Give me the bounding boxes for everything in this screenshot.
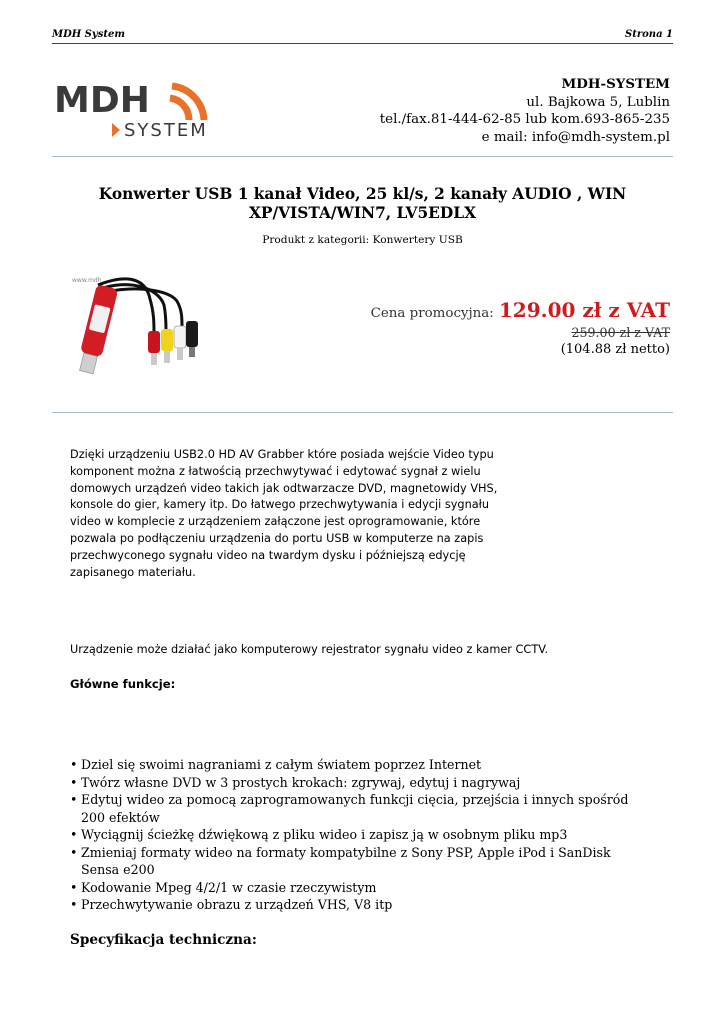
usb-connector (80, 353, 98, 374)
product-divider (52, 412, 673, 413)
rca-yellow-plug (161, 329, 173, 351)
company-name: MDH-SYSTEM (561, 76, 670, 92)
price-label: Cena promocyjna: (370, 306, 494, 321)
promo-price: 129.00 zł z VAT (498, 298, 670, 322)
rca-red-tip (151, 353, 157, 365)
logo-word-bottom: SYSTEM (124, 120, 208, 140)
features-list (70, 756, 650, 914)
old-price: 259.00 zł z VAT (571, 325, 670, 340)
product-category: Produkt z kategorii: Konwertery USB (262, 234, 463, 246)
company-email[interactable]: e mail: info@mdh-system.pl (481, 129, 670, 145)
rca-red-plug (148, 331, 160, 353)
logo-arrow (112, 123, 120, 137)
svideo-plug (186, 321, 198, 347)
functions-heading: Główne funkcje: (70, 677, 176, 691)
net-price: (104.88 zł netto) (560, 342, 670, 357)
list-item: • Twórz własne DVD w 3 prostych krokach: zgrywaj, edytuj i nagrywaj (70, 774, 650, 792)
list-item: • Wyciągnij ścieżkę dźwiękową z pliku wideo i zapisz ją w osobnym pliku mp3 (70, 826, 650, 844)
running-header-left: MDH System (52, 29, 125, 40)
product-title: Konwerter USB 1 kanał Video, 25 kl/s, 2 kanały AUDIO , WIN XP/VISTA/WIN7, LV5EDLX (98, 185, 627, 222)
page-number: Strona 1 (625, 29, 673, 40)
description-paragraph: Dzięki urządzeniu USB2.0 HD AV Grabber które posiada wejście Video typu komponent można z łatwością przechwytywać i edytować sygnał z wielu domowych urządzeń video takich jak odtwarzacze DVD, magnetowidy VHS, konsole do gier, kamery itp. Do łatwego przechwytywania i edycji sygnału video w komplecie z urządzeniem załączone jest oprogramowanie, które pozwala po podłączeniu urządzenia do portu USB w komputerze na zapis przechwyconego sygnału video na twardym dysku i późniejszą edycję zapisanego materiału. (70, 448, 498, 579)
running-header (52, 29, 673, 44)
mdh-system-logo (54, 80, 250, 140)
list-item: • Edytuj wideo za pomocą zaprogramowanych funkcji cięcia, przejścia i innych spośród 200 efektów (70, 791, 650, 826)
company-info (380, 76, 670, 146)
logo-word-top: MDH (54, 80, 150, 121)
logo-arc-inner (170, 98, 189, 120)
header-divider (52, 156, 673, 157)
list-item: • Przechwytywanie obrazu z urządzeń VHS, V8 itp (70, 896, 650, 914)
list-item: • Zmieniaj formaty wideo na formaty kompatybilne z Sony PSP, Apple iPod i SanDisk Sensa e200 (70, 844, 650, 879)
rca-white-tip (177, 348, 183, 360)
product-image (68, 271, 204, 381)
list-item: • Dziel się swoimi nagraniami z całym światem poprzez Internet (70, 756, 650, 774)
price-block (371, 297, 670, 358)
company-address: ul. Bajkowa 5, Lublin (526, 94, 670, 110)
rca-yellow-tip (164, 351, 170, 363)
image-watermark: www.mdh (72, 277, 102, 284)
spec-heading: Specyfikacja techniczna: (70, 932, 257, 948)
rca-white-plug (174, 326, 186, 348)
description-cctv: Urządzenie może działać jako komputerowy rejestrator sygnału video z kamer CCTV. (70, 643, 549, 656)
company-phone: tel./fax.81-444-62-85 lub kom.693-865-235 (379, 112, 670, 127)
svideo-tip (189, 347, 195, 357)
list-item: • Kodowanie Mpeg 4/2/1 w czasie rzeczywistym (70, 879, 650, 897)
